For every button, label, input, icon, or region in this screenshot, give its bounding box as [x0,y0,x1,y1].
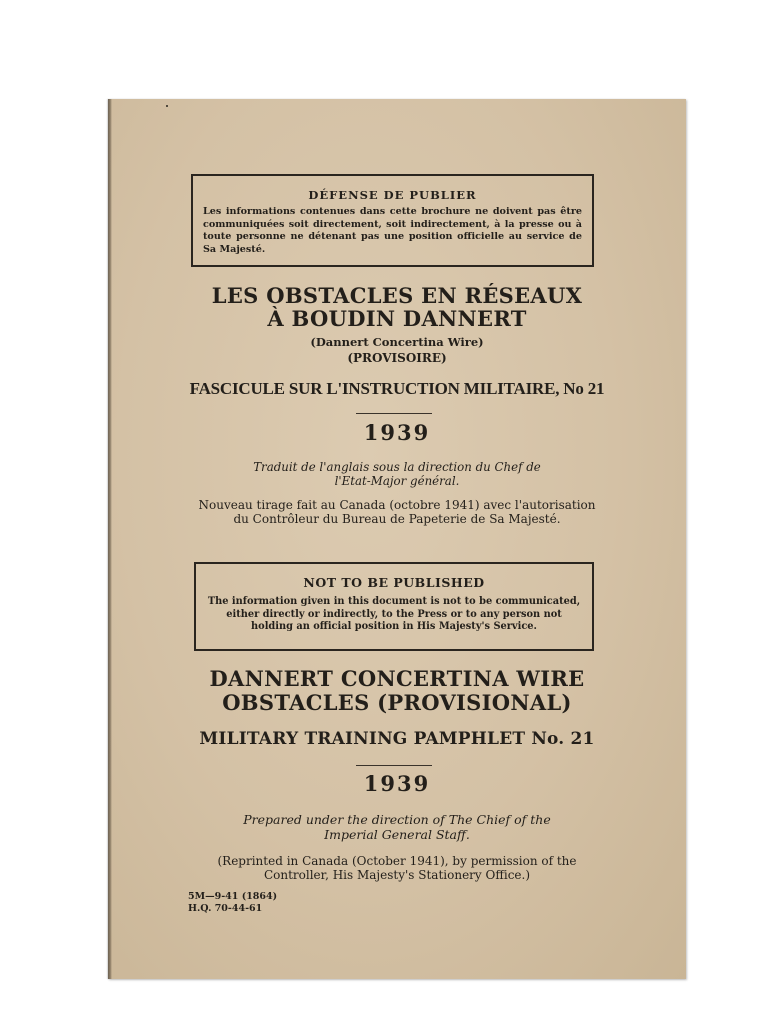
title-en-line1: DANNERT CONCERTINA WIRE [209,666,585,691]
pamphlet-cover [108,99,686,979]
reprint-note-fr [108,498,686,526]
publication-restriction-notice-en [194,562,594,651]
reprint-note-fr-line1: Nouveau tirage fait au Canada (octobre 1941) avec l'autorisation [198,498,596,512]
reprint-note-fr-line2: du Contrôleur du Bureau de Papeterie de Sa Majesté. [233,512,561,526]
notice-body-en: The information given in this document is not to be communicated, either directly or indirectly, to the Press or to any person not holding an official position in His Majesty's Service. [207,596,581,632]
reprint-note-en-line2: Controller, His Majesty's Stationery Office.) [263,868,531,882]
pamphlet-number-en: MILITARY TRAINING PAMPHLET No. 21 [199,729,595,749]
notice-title-en: NOT TO BE PUBLISHED [303,575,485,590]
divider-rule-fr [356,413,432,414]
english-subtitle-in-fr: (Dannert Concertina Wire) [310,335,484,349]
paper-speck [166,105,168,107]
notice-body-fr: Les informations contenues dans cette brochure ne doivent pas être communiquées soit directement, soit indirectement, à la presse ou à toute personne ne détenant pas une position officielle au service de Sa Majesté. [203,206,582,255]
translation-credit-fr-line1: Traduit de l'anglais sous la direction du Chef de [253,460,541,474]
year-en: 1939 [363,771,431,796]
translation-credit-fr-line2: l'Etat-Major général. [334,474,460,488]
provisional-label-fr: (PROVISOIRE) [347,351,447,365]
document-title-fr [108,284,686,330]
title-fr-line2: À BOUDIN DANNERT [267,306,527,331]
pamphlet-number-fr: FASCICULE SUR L'INSTRUCTION MILITAIRE, No 21 [189,379,605,398]
print-code-line2: H.Q. 70-44-61 [188,903,263,914]
prepared-credit-en-line1: Prepared under the direction of The Chief of the [243,812,551,827]
title-en-line2: OBSTACLES (PROVISIONAL) [222,690,572,715]
publication-restriction-notice-fr [191,174,594,267]
divider-rule-en [356,765,432,766]
translation-credit-fr [108,460,686,488]
reprint-note-en-line1: (Reprinted in Canada (October 1941), by permission of the [217,854,577,868]
prepared-credit-en-line2: Imperial General Staff. [324,827,470,842]
year-fr: 1939 [363,420,431,445]
print-code-line1: 5M—9-41 (1864) [188,891,278,902]
prepared-credit-en [108,812,686,842]
title-fr-line1: LES OBSTACLES EN RÉSEAUX [211,283,583,308]
notice-title-fr: DÉFENSE DE PUBLIER [308,188,477,202]
reprint-note-en [108,854,686,882]
print-codes [188,891,277,915]
document-title-en [108,667,686,715]
